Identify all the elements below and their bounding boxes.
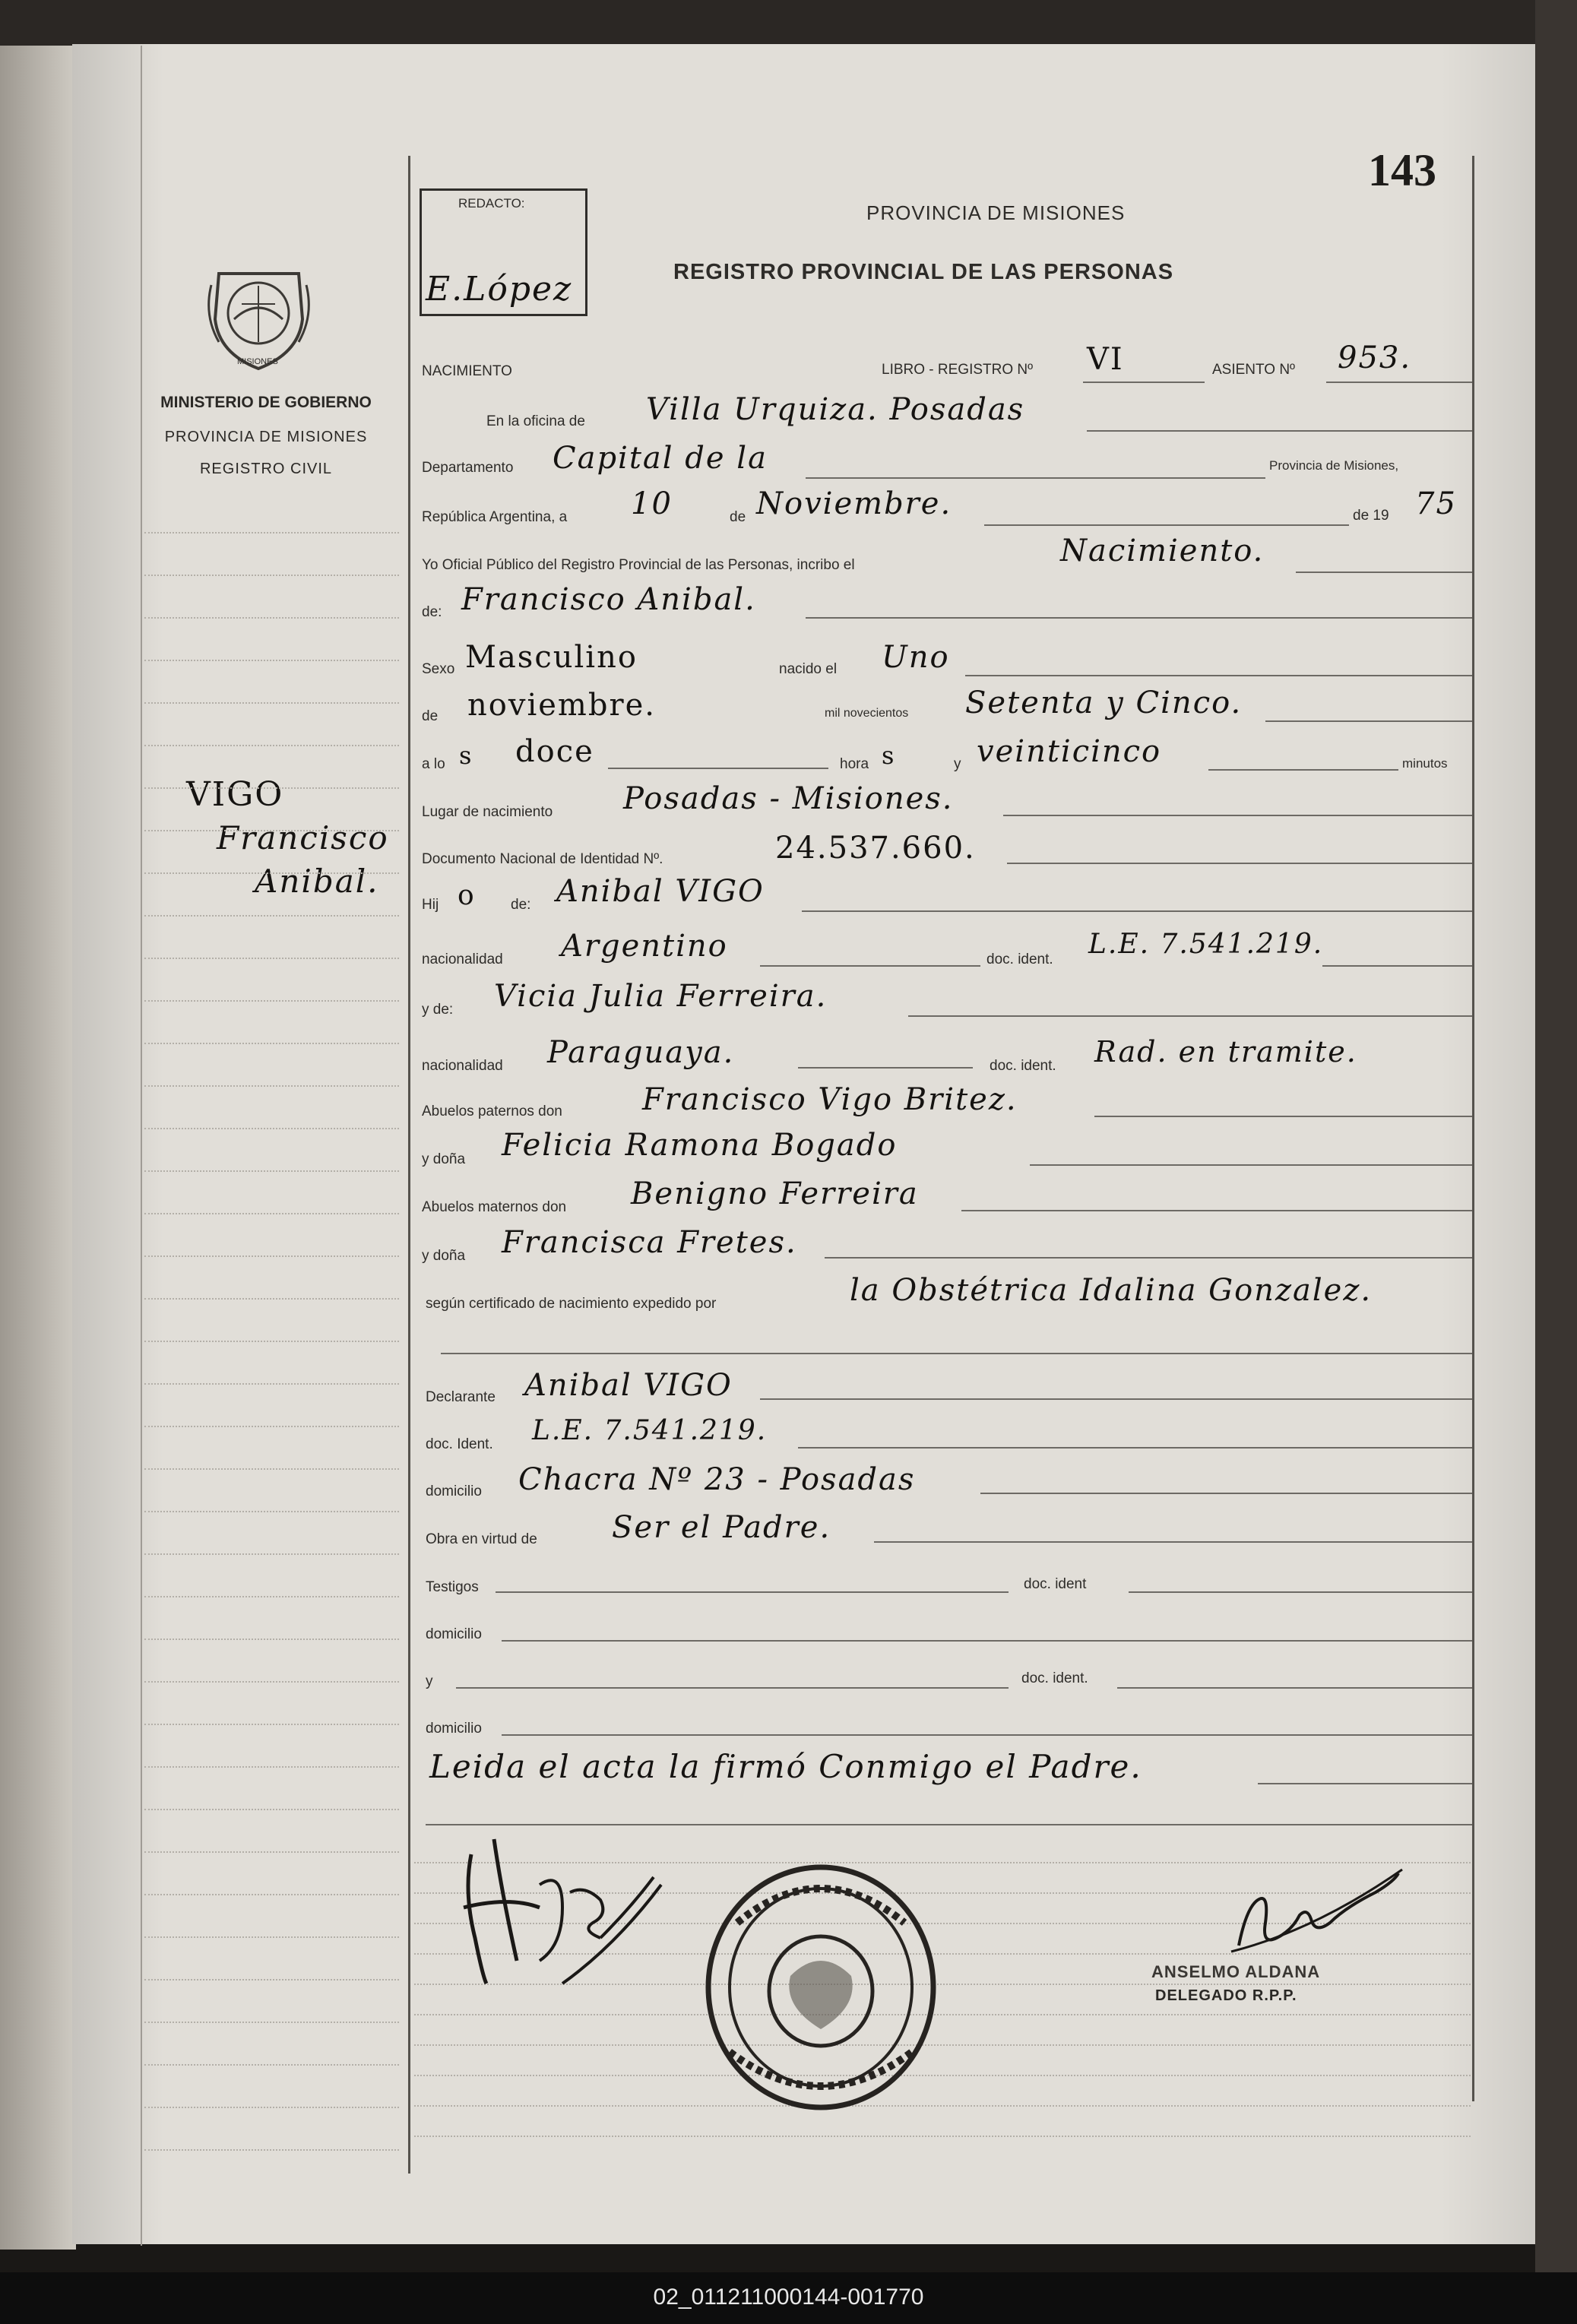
hijo-label: Hij — [422, 897, 439, 913]
sexo-label: Sexo — [422, 661, 455, 677]
year-prefix: de 19 — [1353, 508, 1389, 524]
margin-rule-line — [144, 1128, 399, 1130]
doc-t2-label: doc. ident. — [1021, 1670, 1088, 1686]
de-label: de — [730, 509, 746, 525]
persona-label: de: — [422, 604, 442, 620]
obra-line — [874, 1541, 1472, 1543]
nac2-value: Paraguaya. — [547, 1035, 735, 1070]
doc-t1-line — [1129, 1591, 1472, 1593]
testigos-line — [496, 1591, 1009, 1593]
departamento-line — [806, 477, 1265, 479]
form-rule-line — [414, 2105, 1471, 2107]
certificado-value: la Obstétrica Idalina Gonzalez. — [850, 1273, 1373, 1308]
margin-rule-line — [144, 915, 399, 917]
y-label: y — [954, 756, 961, 772]
persona-line — [806, 617, 1472, 619]
departamento-label: Departamento — [422, 460, 514, 476]
doc-t2-line — [1117, 1687, 1472, 1689]
y-t-label: y — [426, 1673, 433, 1689]
lugar-value: Posadas - Misiones. — [623, 781, 954, 816]
page-number: 143 — [1368, 145, 1436, 195]
year-value: 75 — [1415, 486, 1457, 521]
margin-rule-line — [144, 787, 399, 790]
dni-value: 24.537.660. — [775, 831, 976, 866]
month-line — [984, 524, 1349, 526]
margin-rule — [141, 46, 142, 2246]
margin-rule-line — [144, 702, 399, 704]
margin-rule-line — [144, 872, 399, 875]
margin-rule-line — [144, 617, 399, 619]
nac1-value: Argentino — [561, 929, 728, 964]
oficina-label: En la oficina de — [486, 413, 585, 429]
facing-page-edge — [0, 46, 76, 2250]
a-la-label: a lo — [422, 756, 445, 772]
minutos-line — [1208, 769, 1398, 771]
form-rule-line — [414, 2014, 1471, 2016]
asiento-value: 953. — [1338, 340, 1412, 375]
certificado-label: según certificado de nacimiento expedido por — [426, 1296, 717, 1312]
abuela-m-line — [825, 1257, 1472, 1259]
margin-rule-line — [144, 1724, 399, 1726]
testigos-label: Testigos — [426, 1579, 479, 1595]
y-dona-label: y doña — [422, 1151, 466, 1167]
doc-ident-label: doc. Ident. — [426, 1436, 493, 1452]
margin-first-name: Francisco — [217, 819, 389, 856]
ministry-province: PROVINCIA DE MISIONES — [164, 429, 368, 445]
registry-title: REGISTRO PROVINCIAL DE LAS PERSONAS — [673, 260, 1174, 284]
margin-rule-line — [144, 958, 399, 960]
margin-rule-line — [144, 1553, 399, 1556]
de2-label: de — [422, 708, 439, 724]
doc-ident-value: L.E. 7.541.219. — [532, 1415, 768, 1446]
image-caption: 02_011211000144-001770 — [653, 2284, 924, 2310]
lugar-line — [1003, 815, 1472, 816]
oficina-value: Villa Urquiza. Posadas — [646, 392, 1025, 427]
delegate-signature — [1224, 1862, 1406, 1961]
y-de-label: y de: — [422, 1002, 454, 1018]
abuelo-m-value: Benigno Ferreira — [631, 1176, 919, 1211]
margin-rule-line — [144, 575, 399, 577]
margin-rule-line — [144, 1255, 399, 1258]
nacido-line — [965, 675, 1472, 676]
certificado-line — [441, 1353, 1472, 1354]
margin-rule-line — [144, 1341, 399, 1343]
margin-rule-line — [144, 2064, 399, 2066]
day-value: 10 — [631, 486, 673, 521]
oficial-text: Yo Oficial Público del Registro Provincial de las Personas, incribo el — [422, 557, 855, 573]
a-la-suffix: s — [459, 741, 473, 770]
nac2-label: nacionalidad — [422, 1058, 503, 1074]
domicilio-t1-label: domicilio — [426, 1626, 482, 1642]
hijo-de-label: de: — [511, 897, 531, 913]
ministry-title: MINISTERIO DE GOBIERNO — [160, 394, 372, 411]
republica-label: República Argentina, a — [422, 509, 568, 525]
oficina-line — [1087, 430, 1472, 432]
abuelos-m-label: Abuelos maternos don — [422, 1199, 567, 1215]
delegate-title: DELEGADO R.P.P. — [1155, 1987, 1297, 2004]
persona-value: Francisco Anibal. — [461, 582, 756, 617]
form-rule-line — [414, 2075, 1471, 2077]
closing-line — [1258, 1783, 1472, 1784]
libro-value: VI — [1087, 342, 1124, 377]
margin-rule-line — [144, 1639, 399, 1641]
seal-caption: MISIONES — [237, 357, 278, 366]
form-left-rule — [408, 156, 410, 2174]
declarant-signature — [448, 1824, 676, 2006]
redacto-label: REDACTO: — [458, 196, 525, 211]
y-dona2-label: y doña — [422, 1248, 466, 1264]
doc1-value: L.E. 7.541.219. — [1088, 929, 1324, 960]
province-title: PROVINCIA DE MISIONES — [866, 201, 1126, 224]
minutos-value: veinticinco — [977, 734, 1162, 769]
doc-t1-label: doc. ident — [1024, 1576, 1087, 1592]
nac2-line — [798, 1067, 973, 1069]
padre-value: Anibal VIGO — [556, 874, 765, 909]
margin-rule-line — [144, 1213, 399, 1215]
acto-line — [1296, 572, 1472, 573]
margin-rule-line — [144, 1170, 399, 1173]
nac1-label: nacionalidad — [422, 951, 503, 967]
doc1-line — [1322, 965, 1472, 967]
departamento-value: Capital de la — [553, 441, 768, 476]
margin-rule-line — [144, 1085, 399, 1088]
margin-rule-line — [144, 1383, 399, 1385]
nacido-value: Uno — [882, 640, 950, 675]
domicilio-t1-line — [502, 1640, 1472, 1642]
margin-rule-line — [144, 830, 399, 832]
doc-ident-line — [798, 1447, 1472, 1449]
margin-rule-line — [144, 1936, 399, 1939]
margin-rule-line — [144, 2149, 399, 2151]
anio-nac-value: Setenta y Cinco. — [965, 685, 1243, 720]
declarante-value: Anibal VIGO — [524, 1368, 733, 1403]
domicilio-t2-label: domicilio — [426, 1721, 482, 1737]
dni-line — [1007, 863, 1472, 864]
mes-nac-value: noviembre. — [467, 688, 656, 723]
form-right-rule — [1472, 156, 1474, 2101]
form-rule-line — [414, 2136, 1471, 2138]
abuela-m-value: Francisca Fretes. — [502, 1225, 797, 1260]
horas-line — [608, 768, 828, 769]
libro-line — [1083, 382, 1205, 383]
margin-rule-line — [144, 1851, 399, 1854]
margin-surname: VIGO — [186, 775, 284, 814]
horas-value: doce — [515, 734, 594, 769]
margin-rule-line — [144, 1979, 399, 1981]
ministry-civil-registry: REGISTRO CIVIL — [199, 461, 333, 477]
margin-rule-line — [144, 660, 399, 662]
margin-rule-line — [144, 745, 399, 747]
abuela-p-line — [1030, 1164, 1472, 1166]
margin-rule-line — [144, 1894, 399, 1896]
hijo-suffix: o — [458, 880, 476, 911]
lugar-label: Lugar de nacimiento — [422, 804, 553, 820]
margin-rule-line — [144, 1809, 399, 1811]
horas-suffix: s — [882, 741, 896, 770]
anio-line — [1265, 720, 1472, 722]
ministry-seal-icon — [204, 258, 314, 372]
form-rule-line — [414, 2044, 1471, 2047]
desk-background-right — [1535, 0, 1577, 2324]
abuelo-m-line — [961, 1210, 1472, 1211]
horas-label: hora — [840, 756, 869, 772]
declarante-label: Declarante — [426, 1389, 496, 1405]
dni-label: Documento Nacional de Identidad Nº. — [422, 851, 663, 867]
mil-label: mil novecientos — [825, 707, 909, 720]
domicilio-value: Chacra Nº 23 - Posadas — [518, 1462, 916, 1497]
delegate-name: ANSELMO ALDANA — [1151, 1962, 1321, 1981]
asiento-line — [1326, 382, 1472, 383]
margin-rule-line — [144, 1596, 399, 1598]
asiento-label: ASIENTO Nº — [1212, 362, 1295, 378]
nac1-line — [760, 965, 980, 967]
margin-rule-line — [144, 1681, 399, 1683]
domicilio-label: domicilio — [426, 1483, 482, 1499]
margin-rule-line — [144, 1511, 399, 1513]
margin-rule-line — [144, 1000, 399, 1002]
closing-statement: Leida el acta la firmó Conmigo el Padre. — [429, 1748, 1142, 1785]
margin-rule-line — [144, 532, 399, 534]
doc2-label: doc. ident. — [990, 1058, 1056, 1074]
abuelos-p-label: Abuelos paternos don — [422, 1103, 562, 1119]
official-stamp — [699, 1862, 942, 2113]
nacimiento-label: NACIMIENTO — [422, 363, 512, 379]
month-value: Noviembre. — [756, 486, 952, 521]
margin-rule-line — [144, 2107, 399, 2109]
margin-rule-line — [144, 1043, 399, 1045]
margin-rule-line — [144, 1426, 399, 1428]
madre-value: Vicia Julia Ferreira. — [494, 979, 828, 1014]
padre-line — [802, 910, 1472, 912]
madre-line — [908, 1015, 1472, 1017]
doc2-value: Rad. en tramite. — [1094, 1035, 1357, 1069]
sexo-value: Masculino — [465, 640, 638, 675]
minutos-label: minutos — [1402, 756, 1448, 771]
nacido-label: nacido el — [779, 661, 838, 677]
margin-rule-line — [144, 1298, 399, 1300]
doc1-label: doc. ident. — [986, 951, 1053, 967]
margin-rule-line — [144, 1766, 399, 1768]
redacto-signature: E.López — [426, 270, 573, 309]
provincia-suffix: Provincia de Misiones, — [1269, 458, 1399, 473]
abuelo-p-line — [1094, 1116, 1472, 1117]
margin-second-name: Anibal. — [255, 863, 379, 900]
domicilio-t2-line — [502, 1734, 1472, 1736]
margin-rule-line — [144, 1468, 399, 1471]
abuela-p-value: Felicia Ramona Bogado — [502, 1128, 898, 1163]
y-t-line — [456, 1687, 1009, 1689]
obra-value: Ser el Padre. — [612, 1510, 831, 1545]
obra-label: Obra en virtud de — [426, 1531, 537, 1547]
libro-label: LIBRO - REGISTRO Nº — [882, 362, 1034, 378]
margin-rule-line — [144, 2022, 399, 2024]
domicilio-line — [980, 1493, 1472, 1494]
abuelo-p-value: Francisco Vigo Britez. — [642, 1082, 1018, 1117]
acto-value: Nacimiento. — [1060, 534, 1265, 568]
declarante-line — [760, 1398, 1472, 1400]
